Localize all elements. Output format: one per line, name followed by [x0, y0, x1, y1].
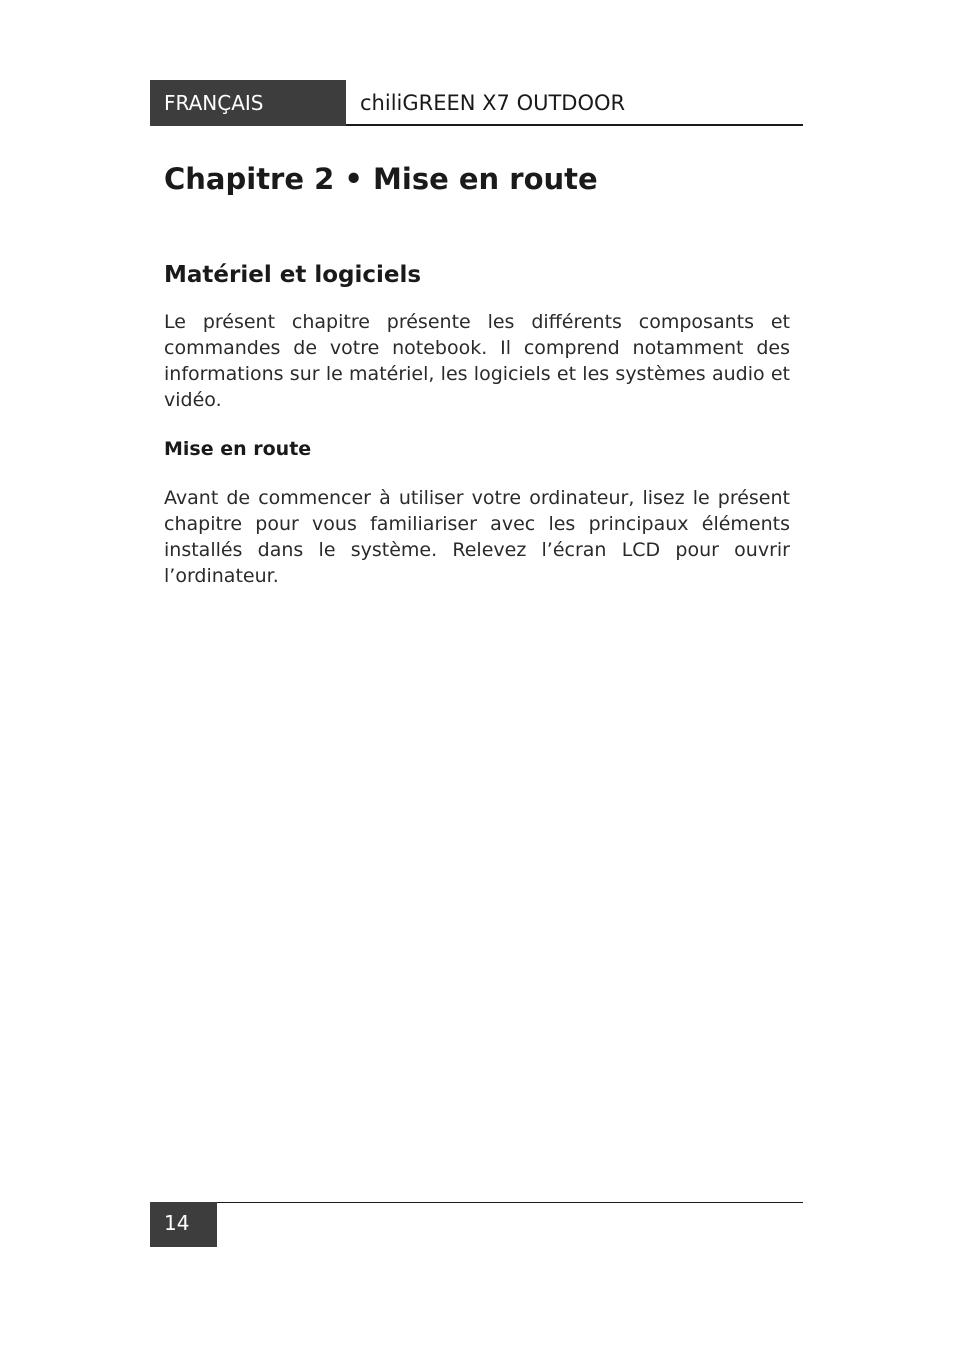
section-title: Matériel et logiciels	[164, 262, 422, 288]
subsection-title: Mise en route	[164, 438, 312, 460]
language-tab: FRANÇAIS	[150, 80, 346, 126]
section-paragraph: Le présent chapitre présente les différents composants et commandes de votre notebook. Il comprend notamment des informations sur le matériel, les logiciels et les systèmes audio et vidéo.	[164, 311, 790, 411]
footer-divider	[150, 1202, 803, 1203]
chapter-title: Chapitre 2 • Mise en route	[164, 162, 598, 196]
product-name: chiliGREEN X7 OUTDOOR	[360, 91, 626, 115]
subsection-paragraph: Avant de commencer à utiliser votre ordinateur, lisez le présent chapitre pour vous familiariser avec les principaux éléments installés dans le système. Relevez l’écran LCD pour ouvrir l’ordinateur.	[164, 487, 790, 587]
page-number: 14	[150, 1202, 217, 1247]
page-header	[150, 80, 803, 126]
